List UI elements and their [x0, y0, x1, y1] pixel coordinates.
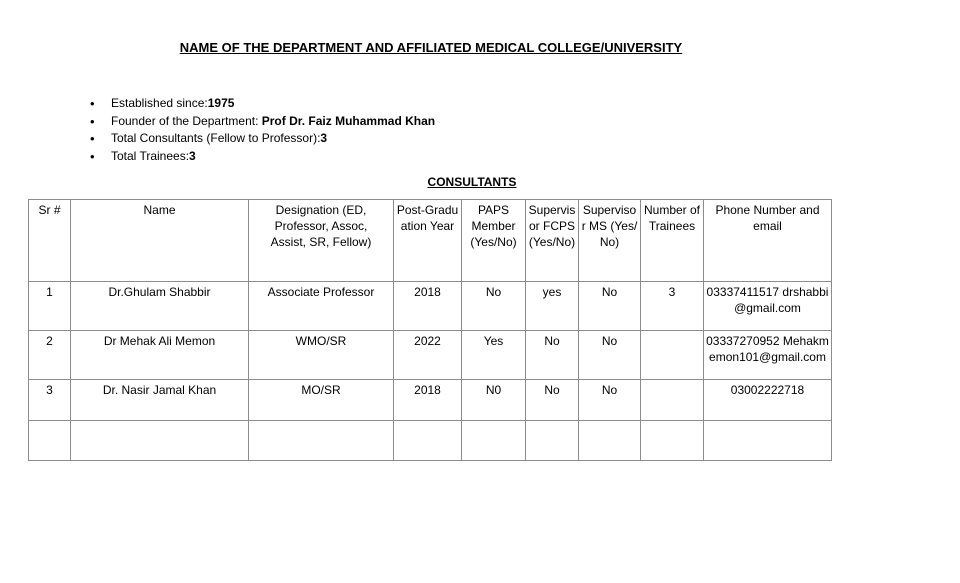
name-cell: Dr. Nasir Jamal Khan: [71, 380, 249, 421]
trainees-cell: 3: [641, 282, 704, 331]
name-cell: Dr Mehak Ali Memon: [71, 331, 249, 380]
column-header: Supervisor FCPS (Yes/No): [526, 200, 579, 282]
info-label: Established since:: [111, 96, 208, 110]
year-cell: 2018: [394, 282, 462, 331]
column-header: Post-Graduation Year: [394, 200, 462, 282]
fcps-cell: [526, 421, 579, 461]
fcps-cell: No: [526, 380, 579, 421]
trainees-cell: [641, 380, 704, 421]
column-header: Supervisor MS (Yes/No): [579, 200, 641, 282]
ms-cell: [579, 421, 641, 461]
ms-cell: No: [579, 282, 641, 331]
year-cell: 2018: [394, 380, 462, 421]
name-cell: [71, 421, 249, 461]
year-cell: [394, 421, 462, 461]
table-row: [29, 380, 832, 421]
info-established: [90, 95, 435, 113]
designation-cell: WMO/SR: [249, 331, 394, 380]
column-header: Name: [71, 200, 249, 282]
fcps-cell: yes: [526, 282, 579, 331]
ms-cell: No: [579, 380, 641, 421]
info-total-trainees: [90, 148, 435, 166]
fcps-cell: No: [526, 331, 579, 380]
paps-cell: No: [462, 282, 526, 331]
sr-cell: [29, 421, 71, 461]
sr-cell: 2: [29, 331, 71, 380]
info-value: 3: [189, 148, 196, 163]
department-info-list: [90, 95, 435, 165]
sr-cell: 3: [29, 380, 71, 421]
paps-cell: N0: [462, 380, 526, 421]
info-value: Prof Dr. Faiz Muhammad Khan: [261, 113, 436, 128]
table-row: [29, 331, 832, 380]
info-label: Total Trainees:: [111, 148, 190, 163]
info-label: Founder of the Department:: [111, 113, 262, 128]
name-cell: Dr.Ghulam Shabbir: [71, 282, 249, 331]
info-founder: [90, 113, 435, 131]
contact-cell: 03337411517 drshabbi@gmail.com: [704, 282, 832, 331]
contact-cell: [704, 421, 832, 461]
sr-cell: 1: [29, 282, 71, 331]
contact-cell: 03337270952 Mehakmemon101@gmail.com: [704, 331, 832, 380]
table-row: [29, 282, 832, 331]
document-title: NAME OF THE DEPARTMENT AND AFFILIATED MEDICAL COLLEGE/UNIVERSITY: [179, 40, 683, 55]
consultants-heading: CONSULTANTS: [427, 175, 517, 189]
trainees-cell: [641, 331, 704, 380]
info-total-consultants: [90, 130, 435, 148]
paps-cell: Yes: [462, 331, 526, 380]
consultants-table: [28, 199, 832, 461]
table-header-row: [29, 200, 832, 282]
column-header: Number of Trainees: [641, 200, 704, 282]
year-cell: 2022: [394, 331, 462, 380]
designation-cell: [249, 421, 394, 461]
designation-cell: MO/SR: [249, 380, 394, 421]
trainees-cell: [641, 421, 704, 461]
designation-cell: Associate Professor: [249, 282, 394, 331]
info-value: 3: [320, 131, 328, 145]
table-row: [29, 421, 832, 461]
info-value: 1975: [207, 96, 235, 110]
column-header: Phone Number and email: [704, 200, 832, 282]
paps-cell: [462, 421, 526, 461]
contact-cell: 03002222718: [704, 380, 832, 421]
column-header: Sr #: [29, 200, 71, 282]
info-label: Total Consultants (Fellow to Professor):: [111, 131, 321, 145]
ms-cell: No: [579, 331, 641, 380]
column-header: Designation (ED, Professor, Assoc, Assist, SR, Fellow): [249, 200, 394, 282]
column-header: PAPS Member (Yes/No): [462, 200, 526, 282]
